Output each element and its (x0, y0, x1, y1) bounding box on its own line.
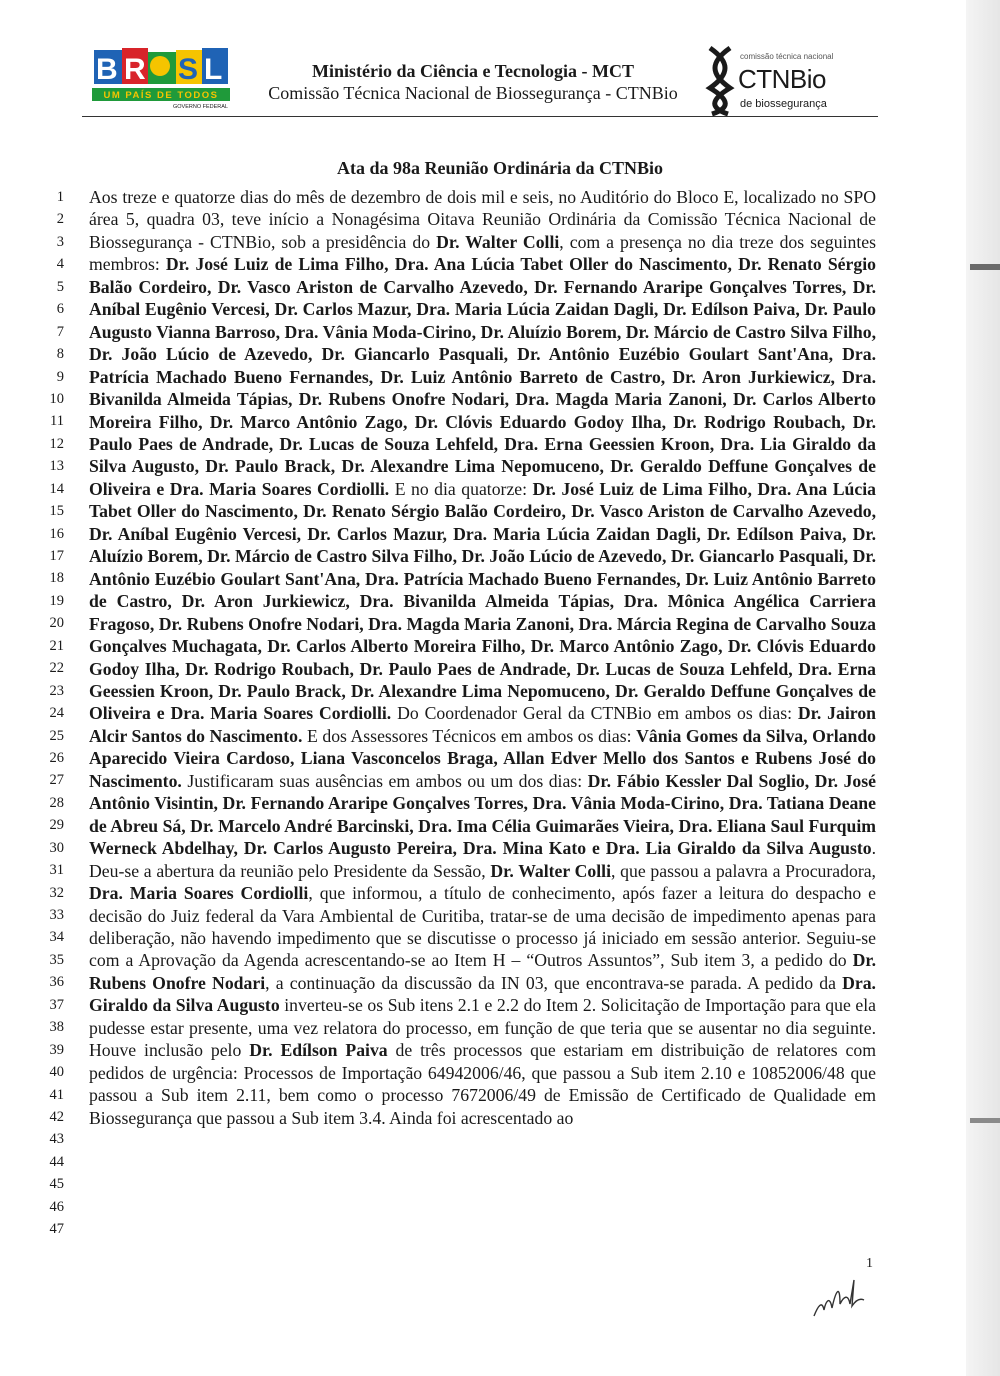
line-number: 37 (49, 996, 64, 1013)
emphasized-name: Dr. Walter Colli (436, 231, 560, 252)
emphasized-name: Dr. José Luiz de Lima Filho, Dra. Ana Lúcia Tabet Oller do Nascimento, Dr. Renato Sérgio Balão Cordeiro, Dr. Vasco Ariston de Carvalho Azevedo, Dr. Aníbal Eugênio Vercesi, Dr. Carlos Mazur, Dra. Maria Lúcia Zaidan Dagli, Dr. Edílson Paiva, Dr. Aluízio Borem, Dr. Márcio de Castro Silva Filho, Dr. João Lúcio de Azevedo, Dr. Giancarlo Pasquali, Dr. Antônio Euzébio Goulart Sant'Ana, Dra. Patrícia Machado Bueno Fernandes, Dr. Luiz Antônio Barreto de Castro, Dr. Aron Jurkiewicz, Dra. Bivanilda Almeida Tápias, Dra. Mônica Angélica Carriera Fragoso, Dr. Rubens Onofre Nodari, Dra. Magda Maria Zanoni, Dra. Márcia Regina de Carvalho Souza Gonçalves Muchagata, Dr. Carlos Alberto Moreira Filho, Dr. Marco Antônio Zago, Dr. Clóvis Eduardo Godoy Ilha, Dr. Rodrigo Roubach, Dr. Paulo Paes de Andrade, Dr. Lucas de Souza Lehfeld, Dra. Erna Geessien Kroon, Dr. Paulo Brack, Dr. Alexandre Lima Nepomuceno, Dr. Geraldo Deffune Gonçalves de Oliveira e Dra. Maria Soares Cordiolli. (89, 478, 876, 724)
svg-text:S: S (178, 53, 199, 86)
scan-edge (966, 0, 1000, 1376)
body-segment: Justificaram suas ausências em ambos ou um dos dias: (181, 770, 588, 791)
line-number: 17 (49, 548, 64, 564)
emphasized-name: Dr. Fábio Kessler Dal Soglio, Dr. José Antônio Visintin, Dr. Fernando Araripe Gonçalves Torres, Dra. Vânia Moda-Cirino, Dra. Tatiana Deane de Abreu Sá, Dr. Marcelo André Barcinski, Dra. Ima Célia Guimarães Vieira, Dra. Eliana Saul Furquim Werneck Abdelhay, Dr. Carlos Augusto Pereira, Dra. Mina Kato e Dra. Lia Giraldo da Silva Augusto (89, 770, 877, 859)
dna-icon (704, 44, 736, 116)
emphasized-name: Dra. Giraldo da Silva Augusto (89, 972, 876, 1016)
line-number: 18 (49, 570, 64, 587)
ministry-name: Ministério da Ciência e Tecnologia - MCT (312, 61, 634, 81)
scan-mark (970, 264, 1000, 270)
emphasized-name: Dr. Rubens Onofre Nodari (89, 950, 876, 993)
brasil-slogan: UM PAÍS DE TODOS (103, 90, 219, 101)
body-segment: inverteu-se os Sub itens 2.1 e 2.2 do Item 2. Solicitação de Importação para que ela pudesse estar presente, uma vez relatora do processo, em função de que teria que se ausentar no dia seguinte. Houve inclusão pelo (89, 995, 876, 1061)
body-segment: Do Coordenador Geral da CTNBio em ambos os dias: (391, 703, 798, 724)
line-number: 26 (49, 749, 64, 766)
body-segment: . Deu-se a abertura da reunião pelo Presidente da Sessão, (89, 838, 876, 881)
line-number: 6 (56, 301, 64, 318)
ctnbio-logo (704, 44, 864, 116)
emphasized-name: Dr. Walter Colli (490, 860, 612, 881)
line-number: 36 (49, 974, 64, 991)
page-number: 1 (866, 1256, 873, 1271)
line-number: 14 (49, 480, 64, 497)
ctnbio-sub: de biossegurança (740, 98, 827, 110)
commission-name: Comissão Técnica Nacional de Biossegurança - CTNBio (268, 83, 678, 103)
line-number: 27 (49, 772, 64, 789)
line-number: 25 (49, 727, 64, 744)
line-number: 24 (49, 705, 64, 722)
line-number: 44 (49, 1153, 64, 1170)
letterhead (80, 40, 880, 118)
line-number: 23 (49, 682, 64, 699)
line-number: 45 (49, 1176, 64, 1193)
header-rule (82, 116, 878, 117)
line-number: 39 (49, 1041, 64, 1058)
line-number: 1 (56, 189, 64, 205)
line-number: 41 (49, 1086, 64, 1103)
body-segment: E dos Assessores Técnicos em ambos os dias: (302, 725, 637, 746)
body-segment: , com a presença no dia treze dos seguintes membros: (89, 231, 876, 275)
line-number: 3 (56, 233, 64, 250)
emphasized-name: Dr. Edílson Paiva (249, 1040, 388, 1061)
line-number: 15 (49, 503, 64, 520)
line-number: 7 (56, 323, 64, 340)
svg-text:B: B (96, 53, 118, 86)
brasil-logo (88, 46, 232, 110)
signature (810, 1270, 870, 1322)
line-number: 32 (49, 884, 64, 901)
brasil-sub: GOVERNO FEDERAL (172, 104, 228, 110)
line-number: 28 (49, 794, 64, 811)
line-number: 43 (49, 1131, 64, 1148)
line-number: 33 (49, 907, 64, 923)
letterhead-text (258, 60, 688, 104)
line-number: 5 (56, 278, 64, 295)
line-number: 4 (56, 256, 64, 273)
document-title: Ata da 98a Reunião Ordinária da CTNBio (336, 158, 664, 178)
scan-mark (970, 1118, 1000, 1123)
body-segment: , a continuação da discussão da IN 03, que encontrava-se parada. A pedido da (265, 972, 843, 993)
svg-text:R: R (124, 53, 146, 86)
line-number: 8 (56, 346, 64, 363)
line-number: 34 (49, 929, 64, 946)
line-number: 30 (49, 839, 64, 856)
line-numbers (34, 186, 64, 1241)
line-number: 35 (49, 951, 64, 968)
body-segment: de três processos que estariam em distribuição de relatores com pedidos de urgência: Processos de Importação 64942006/46, que passou a Sub item 2.10 e 10852006/48 que passou a Sub item 2.11, bem como o processo 7672006/49 de Emissão de Certificado de Qualidade em Biossegurança que passou a Sub item 3.4. Ainda foi acrescentado ao (89, 1040, 876, 1128)
body-segment: Aos treze e quatorze dias do mês de dezembro de dois mil e seis, no Auditório do Bloco E, localizado no SPO área 5, quadra 03, teve início a Nonagésima Oitava Reunião Ordinária da Comissão Técnica Nacional de Biossegurança - CTNBio, sob a presidência do (89, 187, 876, 252)
line-number: 29 (49, 817, 64, 834)
line-number: 46 (49, 1198, 64, 1215)
ctnbio-name: CTNBio (738, 64, 827, 94)
emphasized-name: Dr. Jairon Alcir Santos do Nascimento. (89, 703, 876, 746)
line-number: 21 (49, 637, 64, 654)
line-number: 16 (49, 525, 64, 542)
line-number: 40 (49, 1064, 64, 1081)
line-number: 20 (49, 615, 64, 632)
line-number: 12 (49, 435, 64, 452)
ctnbio-small: comissão técnica nacional (740, 52, 834, 61)
emphasized-name: Dra. Maria Soares Cordiolli (89, 883, 309, 904)
line-number: 2 (56, 211, 64, 228)
svg-text:L: L (204, 53, 223, 86)
line-number: 9 (56, 368, 64, 385)
emphasized-name: Dr. José Luiz de Lima Filho, Dra. Ana Lúcia Tabet Oller do Nascimento, Dr. Renato Sérgio Balão Cordeiro, Dr. Vasco Ariston de Carvalho Azevedo, Dr. Fernando Araripe Gonçalves Torres, Dr. Aníbal Eugênio Vercesi, Dr. Carlos Mazur, Dra. Maria Lúcia Zaidan Dagli, Dr. Edílson Paiva, Dr. Paulo Augusto Vianna Barroso, Dra. Vânia Moda-Cirino, Dr. Aluízio Borem, Dr. Márcio de Castro Silva Filho, Dr. João Lúcio de Azevedo, Dr. Giancarlo Pasquali, Dr. Antônio Euzébio Goulart Sant'Ana, Dra. Patrícia Machado Bueno Fernandes, Dr. Luiz Antônio Barreto de Castro, Dr. Aron Jurkiewicz, Dra. Bivanilda Almeida Tápias, Dr. Rubens Onofre Nodari, Dra. Magda Maria Zanoni, Dr. Carlos Alberto Moreira Filho, Dr. Marco Antônio Zago, Dr. Clóvis Eduardo Godoy Ilha, Dr. Rodrigo Roubach, Dr. Paulo Paes de Andrade, Dr. Lucas de Souza Lehfeld, Dra. Erna Geessien Kroon, Dra. Lia Giraldo da Silva Augusto, Dr. Paulo Brack, Dr. Alexandre Lima Nepomuceno, Dr. Geraldo Deffune Gonçalves de Oliveira e Dra. Maria Soares Cordiolli. (89, 254, 876, 499)
line-number: 38 (49, 1019, 64, 1036)
line-number: 19 (49, 592, 64, 609)
body-segment: , que informou, a título de conhecimento, após fazer a leitura do despacho e decisão do Juiz federal da Vara Ambiental de Curitiba, tratar-se de uma decisão de impedimento apenas para deliberação, não havendo impedimento que se discutisse o processo já iniciado em sessão anterior. Seguiu-se com a Aprovação da Agenda acrescentando-se ao Item H – “Outros Assuntos”, Sub item 3, a pedido do (89, 883, 876, 971)
line-number: 10 (49, 390, 64, 407)
line-number: 31 (49, 862, 64, 879)
line-number: 13 (49, 458, 64, 475)
body-segment: , que passou a palavra a Procuradora, (611, 860, 876, 881)
minutes-body (89, 186, 876, 1129)
body-segment: E no dia quatorze: (389, 478, 533, 499)
line-number: 11 (50, 413, 64, 430)
line-number: 22 (49, 660, 64, 677)
line-number: 47 (49, 1221, 64, 1238)
emphasized-name: Vânia Gomes da Silva, Orlando Aparecido Vieira Cardoso, Liana Vasconcelos Braga, Allan Edver Mello dos Santos e Rubens José do Nascimento. (89, 725, 877, 791)
line-number: 42 (49, 1108, 64, 1125)
